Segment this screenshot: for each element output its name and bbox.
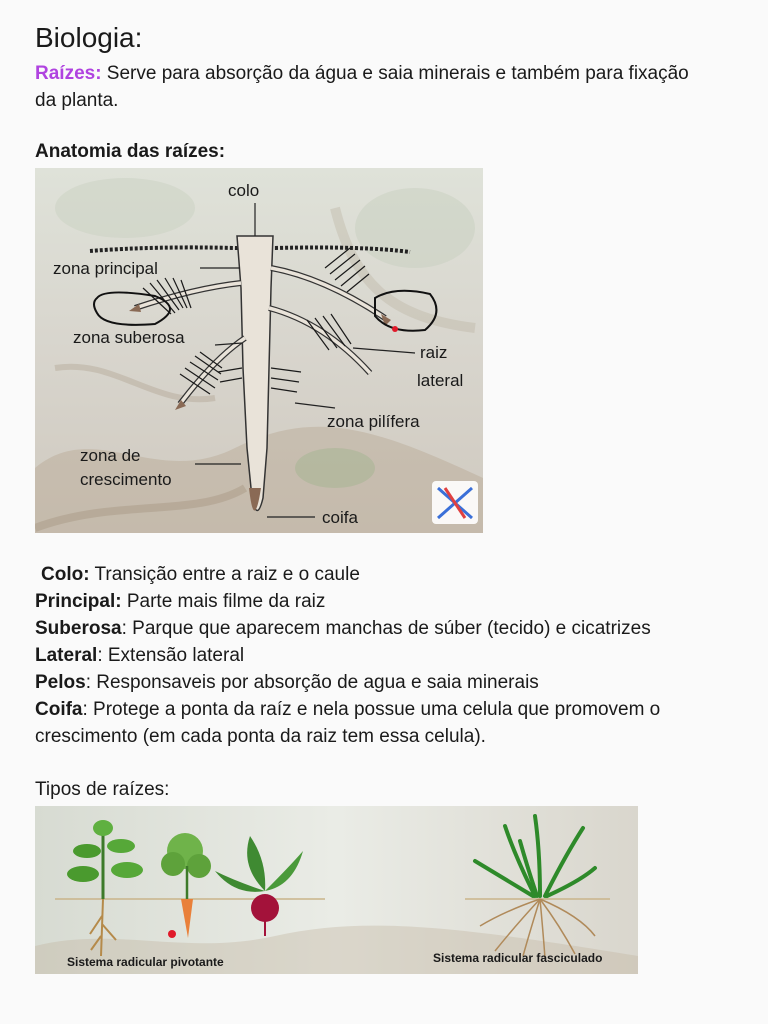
label-zona-suberosa: zona suberosa (73, 328, 185, 347)
label-colo: colo (228, 181, 260, 200)
label-coifa: coifa (322, 508, 358, 527)
label-zona-principal: zona principal (53, 259, 158, 278)
anatomy-heading: Anatomia das raízes: (35, 141, 226, 162)
label-lateral: lateral (417, 371, 464, 390)
intro-paragraph (35, 60, 715, 114)
caption-fasciculado: Sistema radicular fasciculado (433, 951, 603, 965)
tipos-heading: Tipos de raízes: (35, 779, 170, 800)
definition-pelos: Pelos: Responsaveis por absorção de agua e saia minerais (35, 672, 539, 693)
intro-text: Serve para absorção da água e saia minerais e também para fixação da planta. (35, 63, 689, 111)
definition-coifa: Coifa: Protege a ponta da raíz e nela possue uma celula que promovem o crescimento (em cada ponta da raiz tem essa celula). (35, 699, 661, 747)
label-zona-de: zona de (80, 446, 141, 465)
label-crescimento: crescimento (80, 470, 172, 489)
root-anatomy-figure (35, 168, 483, 533)
definition-colo: Colo: Transição entre a raiz e o caule (41, 564, 360, 585)
label-zona-pilifera: zona pilífera (327, 412, 420, 431)
root-types-figure (35, 806, 638, 974)
definition-lateral: Lateral: Extensão lateral (35, 645, 245, 666)
page-title: Biologia: (35, 22, 143, 53)
definition-suberosa: Suberosa: Parque que aparecem manchas de súber (tecido) e cicatrizes (35, 618, 651, 639)
caption-pivotante: Sistema radicular pivotante (67, 955, 224, 969)
label-raiz: raiz (420, 343, 448, 362)
definitions-list (35, 561, 735, 750)
watermark-logo (432, 481, 478, 524)
definition-principal: Principal: Parte mais filme da raiz (35, 591, 326, 612)
intro-term: Raízes: (35, 63, 102, 84)
